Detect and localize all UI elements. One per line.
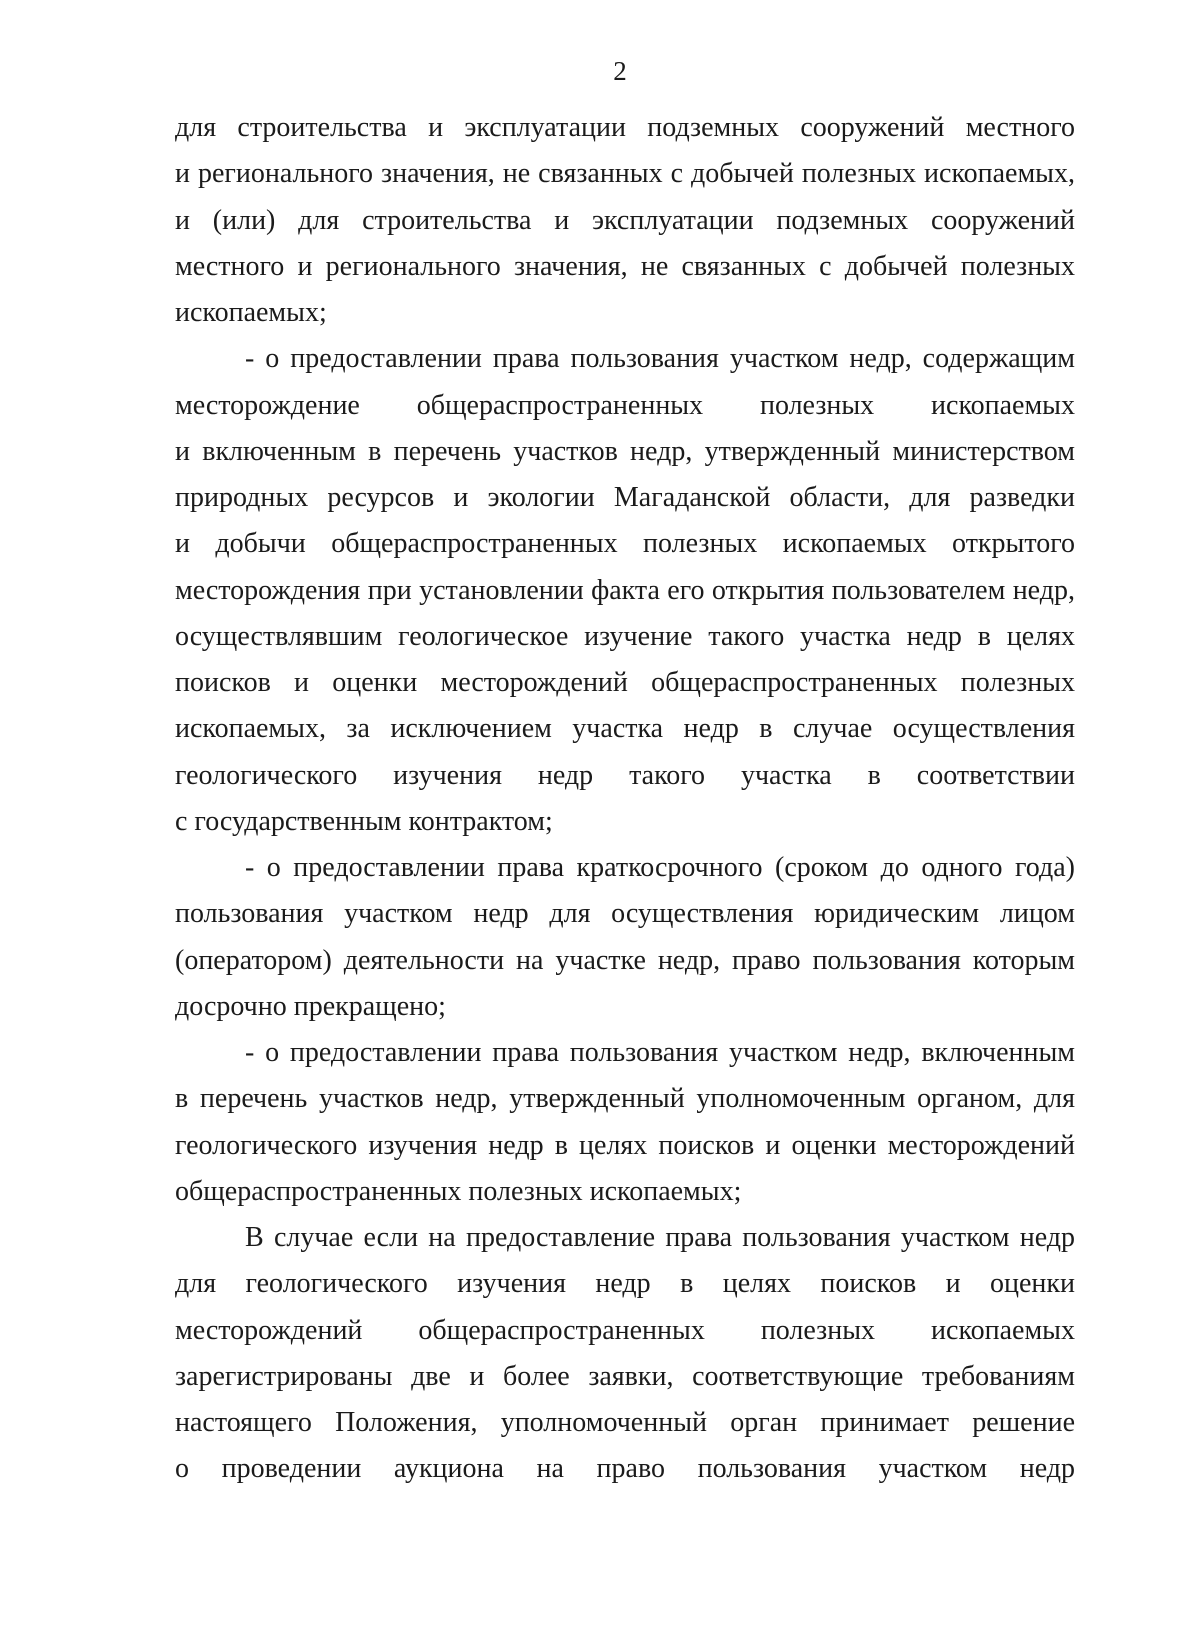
text-line: и (или) для строительства и эксплуатации подземных сооружений [175, 204, 1075, 236]
text-line: месторождения при установлении факта его открытия пользователем недр, [175, 574, 1075, 606]
paragraph [175, 1030, 1075, 1215]
text-line: в перечень участков недр, утвержденный уполномоченным органом, для [175, 1083, 1075, 1115]
text-line: геологического изучения недр в целях поисков и оценки месторождений [175, 1129, 1075, 1161]
text-line: и включенным в перечень участков недр, утвержденный министерством [175, 435, 1075, 467]
document-body [175, 105, 1075, 1493]
text-line: природных ресурсов и экологии Магаданской области, для разведки [175, 482, 1075, 513]
text-line: о проведении аукциона на право пользования участком недр [175, 1453, 1075, 1485]
text-line: для строительства и эксплуатации подземных сооружений местного [175, 112, 1075, 143]
text-line: В случае если на предоставление права пользования участком недр [245, 1222, 1075, 1253]
text-line: месторождение общераспространенных полезных ископаемых [175, 389, 1075, 421]
paragraph [175, 1215, 1075, 1493]
text-line: пользования участком недр для осуществления юридическим лицом [175, 898, 1075, 930]
text-line: месторождений общераспространенных полезных ископаемых [175, 1314, 1075, 1346]
page-number: 2 [613, 56, 627, 86]
text-line: и регионального значения, не связанных с добычей полезных ископаемых, [175, 158, 1075, 190]
text-line: геологического изучения недр такого участка в соответствии [175, 759, 1075, 791]
paragraph [175, 845, 1075, 1030]
text-line: - о предоставлении права пользования участком недр, включенным [245, 1037, 1075, 1068]
text-line: настоящего Положения, уполномоченный орган принимает решение [175, 1407, 1075, 1438]
text-line: осуществлявшим геологическое изучение такого участка недр в целях [175, 620, 1075, 652]
text-line: и добычи общераспространенных полезных ископаемых открытого [175, 528, 1075, 560]
text-line: общераспространенных полезных ископаемых; [175, 1175, 742, 1207]
paragraph [175, 105, 1075, 336]
text-line: зарегистрированы две и более заявки, соответствующие требованиям [175, 1360, 1075, 1392]
text-line: для геологического изучения недр в целях поисков и оценки [175, 1268, 1075, 1300]
text-line: досрочно прекращено; [175, 990, 446, 1022]
text-line: местного и регионального значения, не связанных с добычей полезных [175, 250, 1075, 282]
paragraph [175, 336, 1075, 845]
text-line: поисков и оценки месторождений общераспространенных полезных [175, 667, 1075, 698]
text-line: с государственным контрактом; [175, 805, 553, 837]
text-line: - о предоставлении права пользования участком недр, содержащим [245, 343, 1075, 375]
text-line: ископаемых; [175, 297, 327, 328]
text-line: - о предоставлении права краткосрочного (сроком до одного года) [245, 852, 1075, 883]
text-line: (оператором) деятельности на участке недр, право пользования которым [175, 944, 1075, 976]
text-line: ископаемых, за исключением участка недр в случае осуществления [175, 713, 1075, 745]
